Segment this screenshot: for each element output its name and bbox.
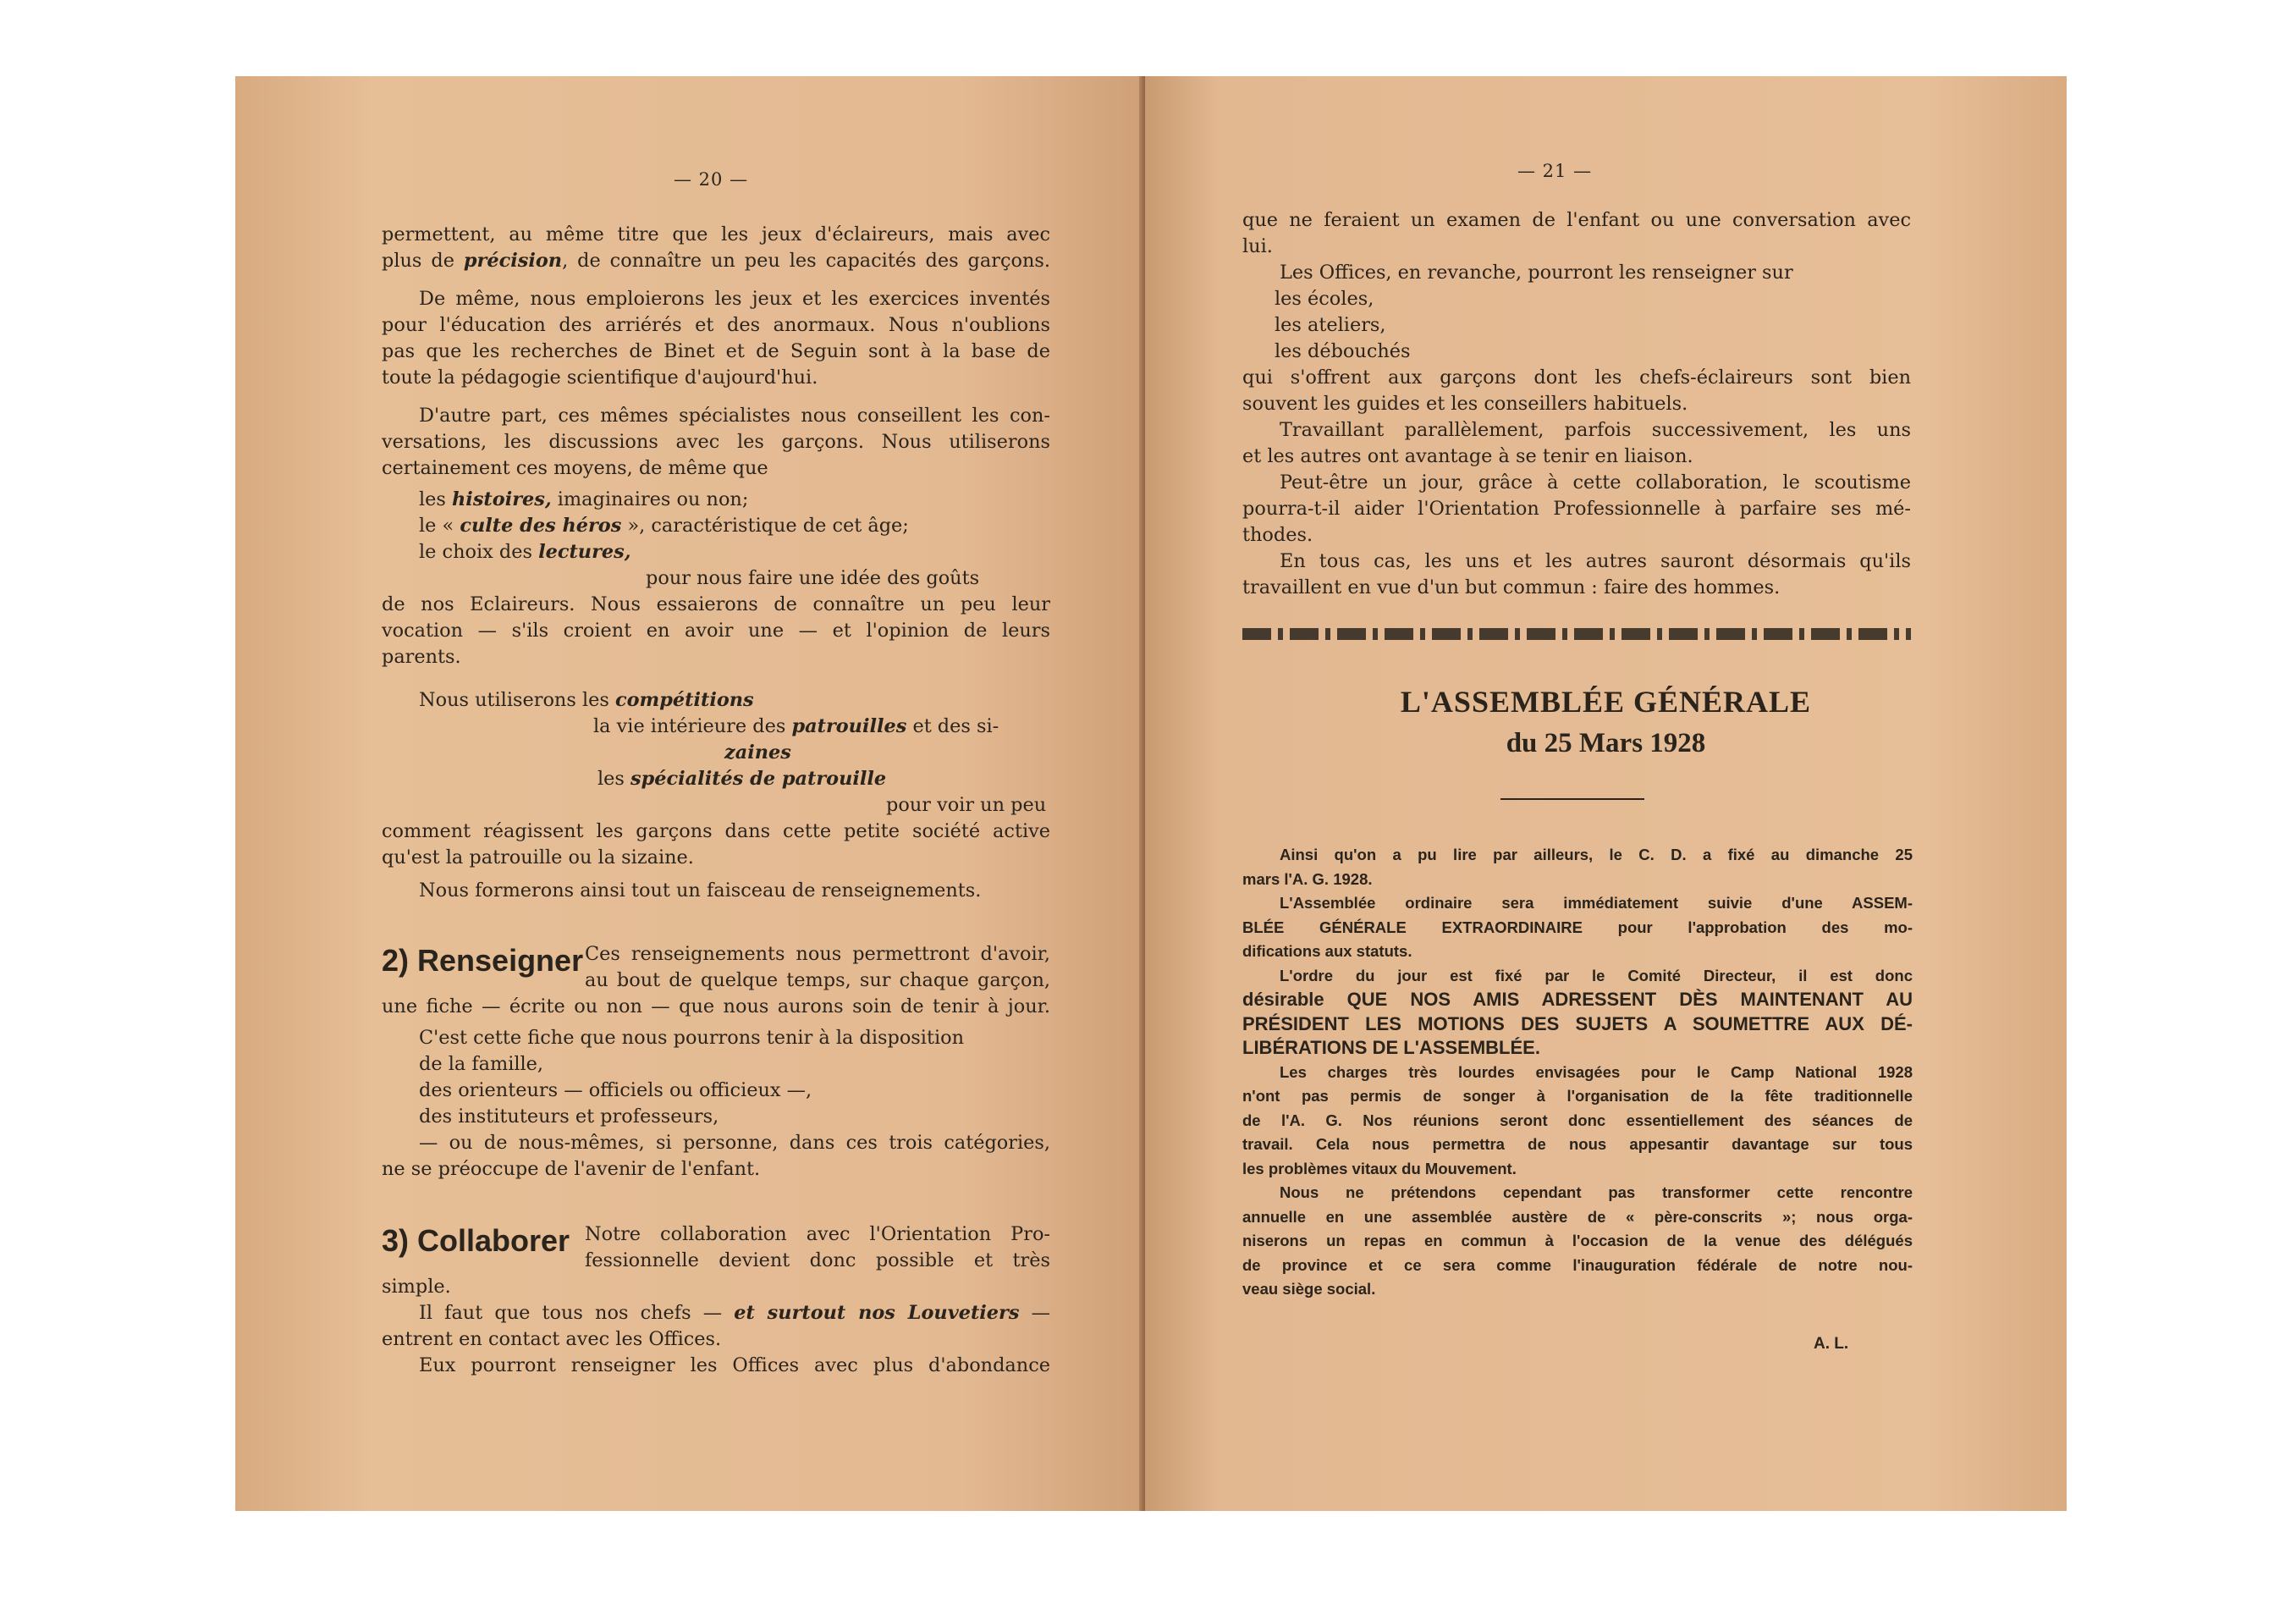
text-line: pourra-t-il aider l'Orientation Professionnelle à parfaire ses mé-	[1242, 498, 1911, 520]
text-line: travaillent en vue d'un but commun : faire des hommes.	[1242, 576, 1781, 598]
text-line: qu'est la patrouille ou la sizaine.	[382, 846, 694, 868]
section-heading-collaborer: 3) Collaborer	[382, 1223, 570, 1258]
text-line: vocation — s'ils croient en avoir une — et l'opinion de leurs	[382, 620, 1050, 642]
text-line: versations, les discussions avec les garçons. Nous utiliserons	[382, 431, 1050, 453]
text-line: parents.	[382, 646, 461, 668]
text-line: veau siège social.	[1242, 1280, 1376, 1298]
text-line: de nos Eclaireurs. Nous essaierons de connaître un peu leur	[382, 593, 1050, 615]
text-line: comment réagissent les garçons dans cette petite société active	[382, 820, 1050, 842]
title-rule	[1500, 798, 1644, 800]
text-line: Il faut que tous nos chefs — et surtout nos Louvetiers —	[419, 1302, 1050, 1324]
text-line: Eux pourront renseigner les Offices avec plus d'abondance	[419, 1354, 1050, 1376]
text-line: L'Assemblée ordinaire sera immédiatement suivie d'une ASSEM-	[1280, 894, 1913, 912]
text-line: annuelle en une assemblée austère de « père-conscrits »; nous orga-	[1242, 1207, 1913, 1226]
text-line: travail. Cela nous permettra de nous appesantir davantage sur tous	[1242, 1135, 1913, 1153]
text-line: De même, nous emploierons les jeux et les exercices inventés	[419, 288, 1050, 310]
text-line: le « culte des héros », caractéristique de cet âge;	[419, 515, 909, 537]
text-line: plus de précision, de connaître un peu les capacités des garçons.	[382, 250, 1050, 272]
emphasis-text: et surtout nos Louvetiers	[734, 1302, 1020, 1324]
emphasis-text: précision	[463, 250, 563, 272]
emphasis-text: culte des héros	[460, 515, 622, 537]
text-line: lui.	[1242, 235, 1273, 257]
text-line: PRÉSIDENT LES MOTIONS DES SUJETS A SOUMETTRE AUX DÉ-	[1242, 1012, 1913, 1034]
text-line: les écoles,	[1275, 288, 1374, 310]
text-line: les ateliers,	[1275, 314, 1386, 336]
text-line: une fiche — écrite ou non — que nous aurons soin de tenir à jour.	[382, 995, 1050, 1017]
text-line: souvent les guides et les conseillers habituels.	[1242, 393, 1688, 415]
text-line: mars l'A. G. 1928.	[1242, 869, 1373, 888]
text-line: et les autres ont avantage à se tenir en liaison.	[1242, 445, 1693, 467]
text-line: Les Offices, en revanche, pourront les renseigner sur	[1280, 262, 1793, 284]
text-line: que ne feraient un examen de l'enfant ou une conversation avec	[1242, 209, 1911, 231]
text-line: permettent, au même titre que les jeux d'éclaireurs, mais avec	[382, 223, 1050, 245]
text-line: désirable QUE NOS AMIS ADRESSENT DÈS MAINTENANT AU	[1242, 989, 1913, 1010]
text-line: Nous ne prétendons cependant pas transformer cette rencontre	[1280, 1183, 1913, 1201]
text-line: les débouchés	[1275, 340, 1411, 362]
text-line: les histoires, imaginaires ou non;	[419, 488, 749, 510]
text-line: L'ordre du jour est fixé par le Comité Directeur, il est donc	[1280, 966, 1913, 984]
decorative-divider	[1242, 628, 1911, 640]
right-page	[1145, 76, 2067, 1511]
text-line: n'ont pas permis de songer à l'organisation de la fête traditionnelle	[1242, 1087, 1913, 1105]
text-line: toute la pédagogie scientifique d'aujourd'hui.	[382, 367, 818, 389]
article-body	[1242, 843, 1913, 1302]
emphasis-text: zaines	[724, 742, 791, 764]
text-line: LIBÉRATIONS DE L'ASSEMBLÉE.	[1242, 1037, 1540, 1058]
emphasis-text: compétitions	[614, 689, 754, 711]
text-line: thodes.	[1242, 524, 1313, 546]
text-line: ne se préoccupe de l'avenir de l'enfant.	[382, 1158, 761, 1180]
text-line: simple.	[382, 1276, 451, 1298]
text-line: — ou de nous-mêmes, si personne, dans ces trois catégories,	[419, 1132, 1050, 1154]
text-line: Ainsi qu'on a pu lire par ailleurs, le C. D. a fixé au dimanche 25	[1280, 846, 1913, 863]
text-line: C'est cette fiche que nous pourrons tenir à la disposition	[419, 1027, 965, 1049]
text-line: Nous formerons ainsi tout un faisceau de renseignements.	[419, 879, 982, 901]
text-line: la vie intérieure des patrouilles et des si-	[593, 715, 999, 737]
text-line: Notre collaboration avec l'Orientation Pro-	[585, 1223, 1050, 1245]
text-line: Peut-être un jour, grâce à cette collaboration, le scoutisme	[1280, 471, 1911, 493]
left-page-number: — 20 —	[674, 169, 749, 190]
text-line: Ces renseignements nous permettront d'avoir,	[585, 943, 1050, 965]
text-line: entrent en contact avec les Offices.	[382, 1328, 722, 1350]
text-line: D'autre part, ces mêmes spécialistes nous conseillent les con-	[419, 405, 1050, 427]
text-line: pour nous faire une idée des goûts	[646, 567, 980, 589]
text-line	[382, 740, 1050, 766]
text-line: difications aux statuts.	[1242, 942, 1412, 960]
collaborer-intro	[585, 1221, 1050, 1274]
emphasis-text: histoires,	[452, 488, 552, 510]
text-line: pour l'éducation des arriérés et des anormaux. Nous n'oublions	[382, 314, 1050, 336]
text-line: Travaillant parallèlement, parfois successivement, les uns	[1280, 419, 1911, 441]
text-line: de province et ce sera comme l'inauguration fédérale de notre nou-	[1242, 1255, 1913, 1274]
text-line: de la famille,	[419, 1053, 544, 1075]
section-heading-renseigner: 2) Renseigner	[382, 943, 584, 978]
renseigner-intro	[585, 941, 1050, 994]
text-line: pas que les recherches de Binet et de Seguin sont à la base de	[382, 340, 1050, 362]
renseigner-body	[382, 994, 1050, 1183]
text-line: qui s'offrent aux garçons dont les chefs-éclaireurs sont bien	[1242, 367, 1911, 389]
text-line: Nous utiliserons les compétitions	[419, 689, 754, 711]
text-line: de l'A. G. Nos réunions seront donc essentiellement des séances de	[1242, 1111, 1913, 1129]
text-line: niserons un repas en commun à l'occasion de la venue des délégués	[1242, 1232, 1913, 1249]
text-line: certainement ces moyens, de même que	[382, 457, 768, 479]
article-signature: A. L.	[1814, 1335, 1849, 1353]
text-line: fessionnelle devient donc possible et très	[585, 1249, 1050, 1271]
text-line: des orienteurs — officiels ou officieux —,	[419, 1079, 812, 1101]
text-line: BLÉE GÉNÉRALE EXTRAORDINAIRE pour l'approbation des mo-	[1242, 918, 1913, 936]
left-page	[235, 76, 1145, 1511]
text-line: des instituteurs et professeurs,	[419, 1105, 719, 1128]
book-spread	[235, 76, 2067, 1511]
collaborer-body	[382, 1274, 1050, 1379]
text-line: au bout de quelque temps, sur chaque garçon,	[585, 969, 1050, 991]
text-line: pour voir un peu	[886, 794, 1047, 816]
article-subtitle: du 25 Mars 1928	[1506, 728, 1706, 758]
right-page-number: — 21 —	[1517, 161, 1593, 181]
right-body	[1242, 207, 1911, 601]
text-line: Les charges très lourdes envisagées pour le Camp National 1928	[1280, 1062, 1913, 1081]
text-line: les problèmes vitaux du Mouvement.	[1242, 1159, 1517, 1177]
left-body	[382, 222, 1050, 904]
article-title: L'ASSEMBLÉE GÉNÉRALE	[1400, 685, 1812, 719]
emphasis-text: patrouilles	[791, 715, 907, 737]
text-line: En tous cas, les uns et les autres sauront désormais qu'ils	[1280, 550, 1911, 572]
emphasis-text: spécialités de patrouille	[630, 768, 887, 790]
text-line: les spécialités de patrouille	[597, 768, 887, 790]
text-line: le choix des lectures,	[419, 541, 631, 563]
emphasis-text: lectures,	[538, 541, 631, 563]
